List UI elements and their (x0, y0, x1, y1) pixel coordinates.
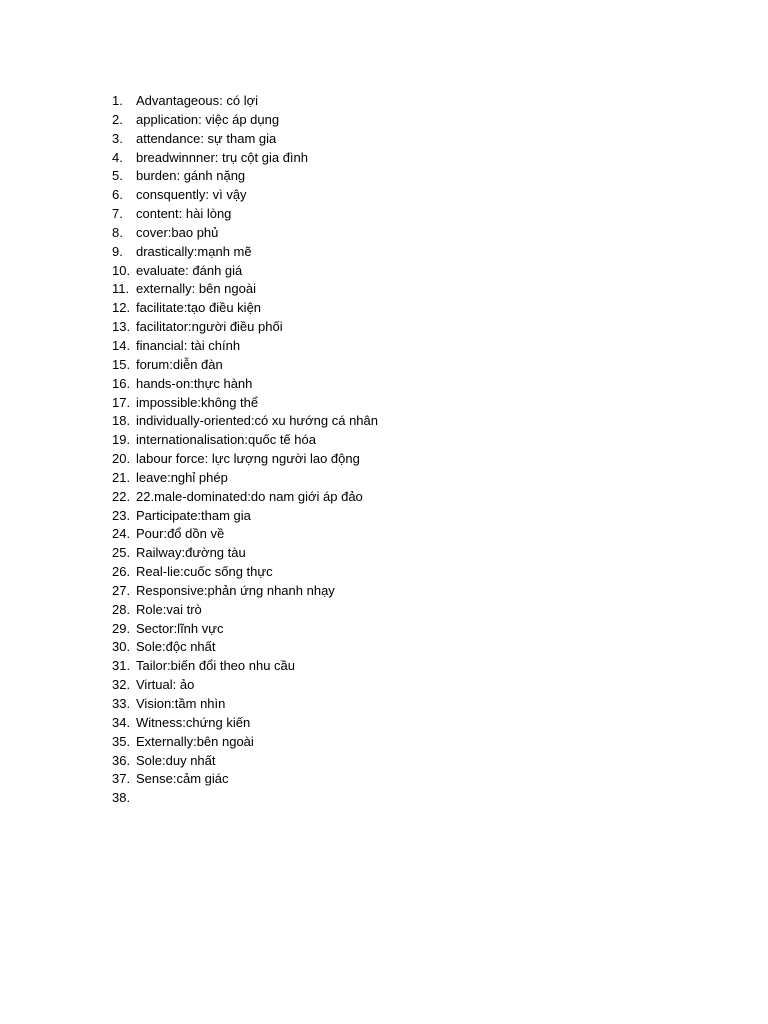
item-text: Real-lie:cuốc sống thực (136, 564, 273, 580)
list-item (112, 280, 378, 299)
item-number: 29. (112, 620, 131, 636)
item-number: 33. (112, 696, 131, 711)
item-text: Virtual: ảo (136, 677, 195, 693)
item-number: 27. (112, 582, 131, 598)
item-text: evaluate: đánh giá (136, 262, 243, 278)
item-number: 11. (112, 281, 130, 297)
item-text: Sole:độc nhất (136, 639, 216, 655)
item-number: 20. (112, 451, 131, 467)
list-item (112, 563, 378, 582)
item-number: 7. (112, 206, 123, 222)
item-text: Externally:bên ngoài (136, 733, 254, 749)
item-number: 37. (112, 771, 131, 787)
item-number: 9. (112, 243, 123, 259)
item-text: Sector:lĩnh vực (136, 620, 224, 636)
list-item (112, 601, 378, 620)
list-item (112, 149, 378, 168)
list-item (112, 337, 378, 356)
list-item (112, 770, 378, 789)
item-text: individually-oriented:có xu hướng cá nhân (136, 413, 378, 429)
list-item (112, 130, 378, 149)
list-item (112, 394, 378, 413)
item-number: 24. (112, 526, 131, 542)
list-item (112, 714, 378, 733)
item-number: 28. (112, 601, 131, 617)
item-text: breadwinnner: trụ cột gia đình (136, 149, 308, 165)
list-item (112, 544, 378, 563)
item-text: facilitate:tạo điều kiện (136, 300, 262, 316)
list-item (112, 224, 378, 243)
item-number: 6. (112, 187, 123, 203)
item-text: Tailor:biến đổi theo nhu cầu (136, 658, 296, 674)
item-number: 5. (112, 168, 123, 184)
item-text: burden: gánh nặng (136, 168, 246, 184)
item-number: 16. (112, 375, 131, 391)
item-text: Sense:cảm giác (136, 771, 229, 787)
list-item (112, 507, 378, 526)
item-text: facilitator:người điều phối (136, 319, 283, 335)
item-number: 14. (112, 337, 131, 353)
item-text: Advantageous: có lợi (136, 93, 258, 108)
item-text: cover:bao phủ (136, 224, 219, 240)
item-text: Vision:tầm nhìn (136, 696, 226, 711)
list-item (112, 525, 378, 544)
item-number: 2. (112, 111, 123, 127)
list-item (112, 243, 378, 262)
item-text: internationalisation:quốc tế hóa (136, 432, 316, 448)
item-number: 30. (112, 639, 131, 655)
item-text: hands-on:thực hành (136, 375, 253, 391)
item-number: 38. (112, 790, 131, 806)
item-text: financial: tài chính (136, 337, 241, 353)
list-item (112, 620, 378, 639)
item-number: 22. (112, 488, 131, 504)
item-number: 25. (112, 545, 131, 561)
item-number: 10. (112, 262, 131, 278)
item-number: 32. (112, 677, 131, 693)
item-number: 23. (112, 507, 131, 523)
item-text: consquently: vì vậy (136, 187, 247, 203)
list-item (112, 186, 378, 205)
item-text: content: hài lòng (136, 206, 232, 222)
list-item (112, 262, 378, 281)
item-number: 36. (112, 752, 131, 768)
item-text: labour force: lực lượng người lao động (136, 451, 360, 467)
item-text: leave:nghỉ phép (136, 469, 228, 485)
list-item (112, 412, 378, 431)
list-item (112, 733, 378, 752)
item-text: Role:vai trò (136, 601, 202, 617)
item-text: impossible:không thể (136, 394, 259, 410)
item-number: 13. (112, 319, 131, 335)
item-number: 19. (112, 432, 131, 448)
item-number: 3. (112, 130, 123, 146)
item-text: attendance: sự tham gia (136, 130, 277, 146)
item-number: 34. (112, 714, 131, 730)
item-text: Railway:đường tàu (136, 545, 246, 561)
list-item (112, 469, 378, 488)
item-text: Sole:duy nhất (136, 752, 216, 768)
item-text: Participate:tham gia (136, 507, 251, 523)
item-number: 18. (112, 413, 131, 429)
item-number: 4. (112, 149, 123, 165)
list-item (112, 450, 378, 469)
list-item (112, 431, 378, 450)
list-item (112, 318, 378, 337)
list-item (112, 676, 378, 695)
vocabulary-list (112, 92, 378, 808)
item-number: 8. (112, 224, 123, 240)
list-item (112, 695, 378, 714)
list-item (112, 299, 378, 318)
list-item (112, 657, 378, 676)
item-text: application: việc áp dụng (136, 111, 280, 127)
list-item (112, 638, 378, 657)
list-item (112, 752, 378, 771)
list-item (112, 375, 378, 394)
list-item (112, 789, 378, 808)
list-item (112, 582, 378, 601)
item-text: externally: bên ngoài (136, 281, 256, 297)
list-item (112, 167, 378, 186)
item-number: 21. (112, 469, 131, 485)
item-text: Witness:chứng kiến (136, 714, 251, 730)
list-item (112, 488, 378, 507)
list-item (112, 205, 378, 224)
item-number: 17. (112, 394, 131, 410)
item-number: 12. (112, 300, 131, 316)
item-number: 15. (112, 356, 131, 372)
list-item (112, 356, 378, 375)
item-number: 35. (112, 733, 131, 749)
item-number: 26. (112, 564, 131, 580)
item-number: 31. (112, 658, 131, 674)
item-text: Responsive:phản ứng nhanh nhạy (136, 582, 335, 598)
list-item (112, 111, 378, 130)
list-item (112, 92, 378, 111)
item-text: drastically:mạnh mẽ (136, 243, 252, 259)
item-text: 22.male-dominated:do nam giới áp đảo (136, 488, 363, 504)
item-text: forum:diễn đàn (136, 356, 223, 372)
item-number: 1. (112, 93, 123, 108)
item-text: Pour:đổ dồn về (136, 526, 225, 542)
